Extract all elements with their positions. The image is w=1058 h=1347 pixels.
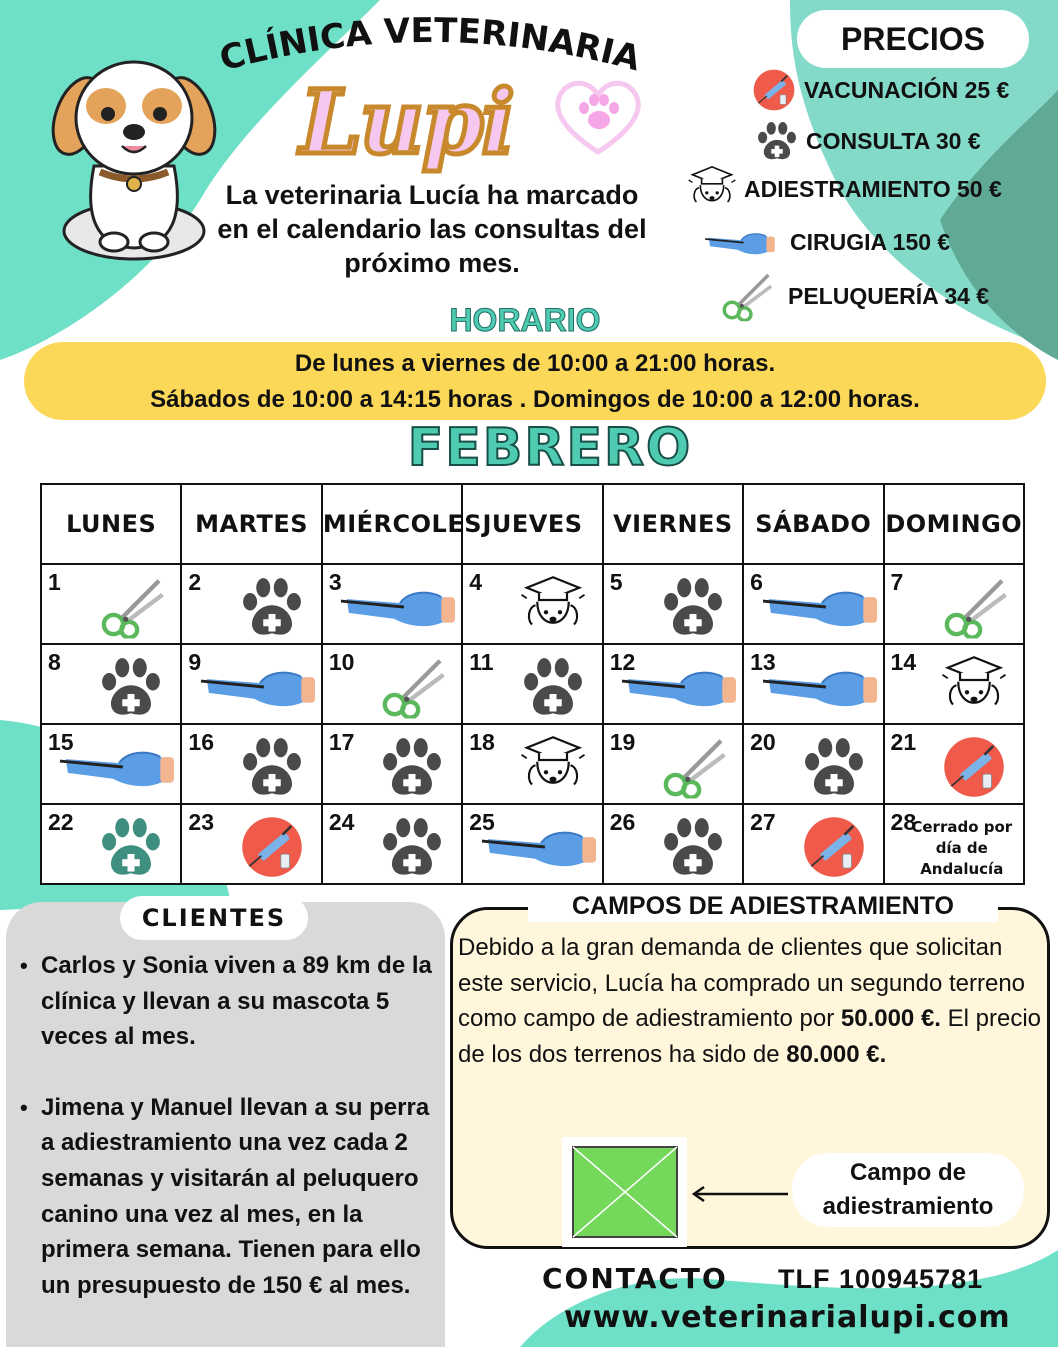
day-number: 12	[609, 649, 636, 675]
day-number: 6	[750, 569, 763, 595]
training-fields-title: CAMPOS DE ADIESTRAMIENTO	[528, 890, 998, 922]
schedule-title: HORARIO	[449, 302, 601, 338]
training-field-image	[572, 1146, 678, 1238]
paw-icon	[658, 575, 728, 639]
day-number: 26	[609, 809, 636, 835]
heart-paw-icon	[548, 76, 648, 156]
calendar-day-cell[interactable]	[181, 724, 321, 804]
calendar-week-row	[41, 644, 1024, 724]
schedule-weekdays: De lunes a viernes de 10:00 a 21:00 horas.	[294, 350, 776, 377]
price-label: CIRUGIA 150 €	[790, 228, 951, 255]
calendar-week-row	[41, 724, 1024, 804]
clients-title: CLIENTES	[120, 896, 308, 940]
training-amount-1: 50.000 €.	[840, 1005, 941, 1033]
prices-title: PRECIOS	[797, 10, 1029, 68]
syringe-icon	[750, 68, 798, 112]
scissors-icon	[658, 735, 728, 799]
training-fields-text	[458, 930, 1043, 1072]
day-number: 9	[188, 649, 202, 675]
calendar-day-cell[interactable]	[322, 564, 462, 644]
paw-icon	[96, 655, 166, 719]
calendar-day-cell[interactable]	[41, 644, 181, 724]
brand-name: Lupi	[300, 70, 513, 174]
day-number: 20	[750, 729, 776, 755]
client-item: • Jimena y Manuel llevan a su perra a adiestramiento una vez cada 2 semanas y visitarán al peluquero canino una vez al mes, en la primera semana. Tienen para ello un presupuesto de 150 € al mes.	[20, 1090, 444, 1304]
calendar-week-row	[41, 564, 1024, 644]
calendar-day-cell[interactable]	[743, 644, 883, 724]
price-label: VACUNACIÓN 25 €	[804, 76, 1010, 103]
day-number: 13	[750, 649, 776, 675]
weekday-header: MIÉRCOLES	[322, 484, 462, 564]
calendar-day-cell[interactable]	[181, 564, 321, 644]
calendar-day-cell[interactable]	[743, 564, 883, 644]
weekday-header: MARTES	[181, 484, 321, 564]
month-title: FEBRERO	[407, 418, 693, 478]
paw-icon	[377, 815, 447, 879]
day-number: 10	[328, 649, 355, 675]
calendar-day-cell[interactable]	[884, 564, 1024, 644]
calendar-day-cell[interactable]	[181, 804, 321, 884]
day-number: 23	[188, 809, 215, 835]
client-item: • Carlos y Sonia viven a 89 km de la clínica y llevan a su mascota 5 veces al mes.	[20, 948, 444, 1055]
calendar-day-cell[interactable]	[462, 564, 602, 644]
graduate-dog-icon	[686, 162, 738, 216]
day-number: 19	[609, 729, 636, 755]
price-item-surgery	[704, 226, 950, 258]
svg-text:CLÍNICA VETERINARIA: CLÍNICA VETERINARIA	[215, 10, 645, 80]
intro-text: La veterinaria Lucía ha marcado en el calendario las consultas del próximo mes.	[217, 180, 647, 278]
day-number: 24	[328, 809, 355, 835]
surgical-glove-icon	[761, 581, 879, 631]
scissors-icon	[718, 270, 774, 322]
weekday-header: VIERNES	[603, 484, 743, 564]
day-number: 16	[188, 729, 215, 755]
syringe-icon	[799, 815, 869, 879]
clients-list	[20, 948, 444, 1338]
day-number: 5	[609, 569, 623, 595]
paw-icon	[658, 815, 728, 879]
graduate-dog-icon	[939, 655, 1009, 719]
calendar-table	[40, 483, 1025, 885]
paw-icon	[518, 655, 588, 719]
closed-note: Cerrado por día de Andalucía	[911, 818, 1013, 878]
calendar-day-cell[interactable]	[884, 724, 1024, 804]
syringe-icon	[237, 815, 307, 879]
surgical-glove-icon	[58, 741, 176, 791]
day-number: 27	[750, 809, 776, 835]
paw-icon	[237, 575, 307, 639]
training-text-part: El precio de los dos terrenos ha sido de	[458, 1005, 1042, 1068]
scissors-icon	[939, 575, 1009, 639]
calendar-day-cell[interactable]	[322, 644, 462, 724]
calendar-week-row	[41, 804, 1024, 884]
calendar-day-cell[interactable]	[41, 804, 181, 884]
price-label: ADIESTRAMIENTO 50 €	[744, 175, 1002, 202]
day-number: 2	[188, 569, 202, 595]
training-amount-2: 80.000 €.	[786, 1040, 887, 1068]
scissors-icon	[377, 655, 447, 719]
day-number: 17	[328, 729, 355, 755]
schedule-box	[24, 342, 1046, 420]
day-number: 22	[48, 809, 74, 835]
price-label: CONSULTA 30 €	[806, 127, 981, 154]
paw-icon	[96, 815, 166, 879]
day-number: 11	[469, 649, 494, 675]
schedule-weekend: Sábados de 10:00 a 14:15 horas . Domingos de 10:00 a 12:00 horas.	[150, 386, 920, 413]
calendar-day-cell[interactable]	[743, 804, 883, 884]
day-number: 18	[469, 729, 495, 755]
paw-icon	[754, 120, 800, 162]
calendar-day-cell[interactable]	[322, 724, 462, 804]
paw-icon	[799, 735, 869, 799]
day-number: 21	[890, 729, 917, 755]
calendar-day-cell[interactable]	[884, 644, 1024, 724]
paw-icon	[377, 735, 447, 799]
price-item-training	[686, 162, 1002, 216]
price-label: PELUQUERÍA 34 €	[788, 282, 990, 309]
day-number: 14	[890, 649, 917, 675]
calendar-day-cell[interactable]	[41, 724, 181, 804]
graduate-dog-icon	[518, 575, 588, 639]
day-number: 4	[469, 569, 483, 595]
contact-website[interactable]: www.veterinarialupi.com	[564, 1300, 1011, 1335]
calendar-day-cell[interactable]	[603, 564, 743, 644]
calendar-day-cell[interactable]	[322, 804, 462, 884]
day-number: 15	[48, 729, 74, 755]
price-item-consultation	[754, 120, 981, 162]
field-caption: Campo de adiestramiento	[792, 1153, 1024, 1227]
day-number: 28	[890, 809, 917, 835]
calendar-day-cell[interactable]	[603, 804, 743, 884]
surgical-glove-icon	[480, 821, 598, 871]
day-number: 1	[48, 569, 61, 595]
contact-phone: TLF 100945781	[778, 1264, 984, 1294]
arrow-left-icon	[690, 1184, 790, 1204]
calendar-day-cell[interactable]	[884, 804, 1024, 884]
surgical-glove-icon	[620, 661, 738, 711]
graduate-dog-icon	[518, 735, 588, 799]
training-text-part: Debido a la gran demanda de clientes que solicitan este servicio, Lucía ha comprado un segundo terreno como campo de adiestramiento por	[458, 934, 1026, 1033]
contact-label: CONTACTO	[542, 1262, 728, 1295]
weekday-header: JUEVES	[462, 484, 602, 564]
calendar-day-cell[interactable]	[603, 644, 743, 724]
calendar-day-cell[interactable]	[462, 644, 602, 724]
day-number: 25	[469, 809, 495, 835]
brand-logo	[300, 72, 550, 182]
surgical-glove-icon	[199, 661, 317, 711]
calendar-day-cell[interactable]	[41, 564, 181, 644]
day-number: 7	[890, 569, 904, 595]
weekday-header: DOMINGO	[884, 484, 1024, 564]
syringe-icon	[939, 735, 1009, 799]
calendar-header-row	[41, 484, 1024, 564]
price-item-grooming	[718, 270, 989, 322]
calendar-day-cell[interactable]	[603, 724, 743, 804]
calendar-day-cell[interactable]	[743, 724, 883, 804]
calendar-day-cell[interactable]	[462, 804, 602, 884]
weekday-header: LUNES	[41, 484, 181, 564]
paw-icon	[237, 735, 307, 799]
day-number: 3	[328, 569, 342, 595]
surgical-glove-icon	[761, 661, 879, 711]
price-item-vaccination	[750, 68, 1009, 112]
calendar-day-cell[interactable]	[181, 644, 321, 724]
scissors-icon	[96, 575, 166, 639]
surgical-glove-icon	[704, 226, 776, 258]
weekday-header: SÁBADO	[743, 484, 883, 564]
surgical-glove-icon	[339, 581, 457, 631]
calendar-day-cell[interactable]	[462, 724, 602, 804]
day-number: 8	[48, 649, 61, 675]
